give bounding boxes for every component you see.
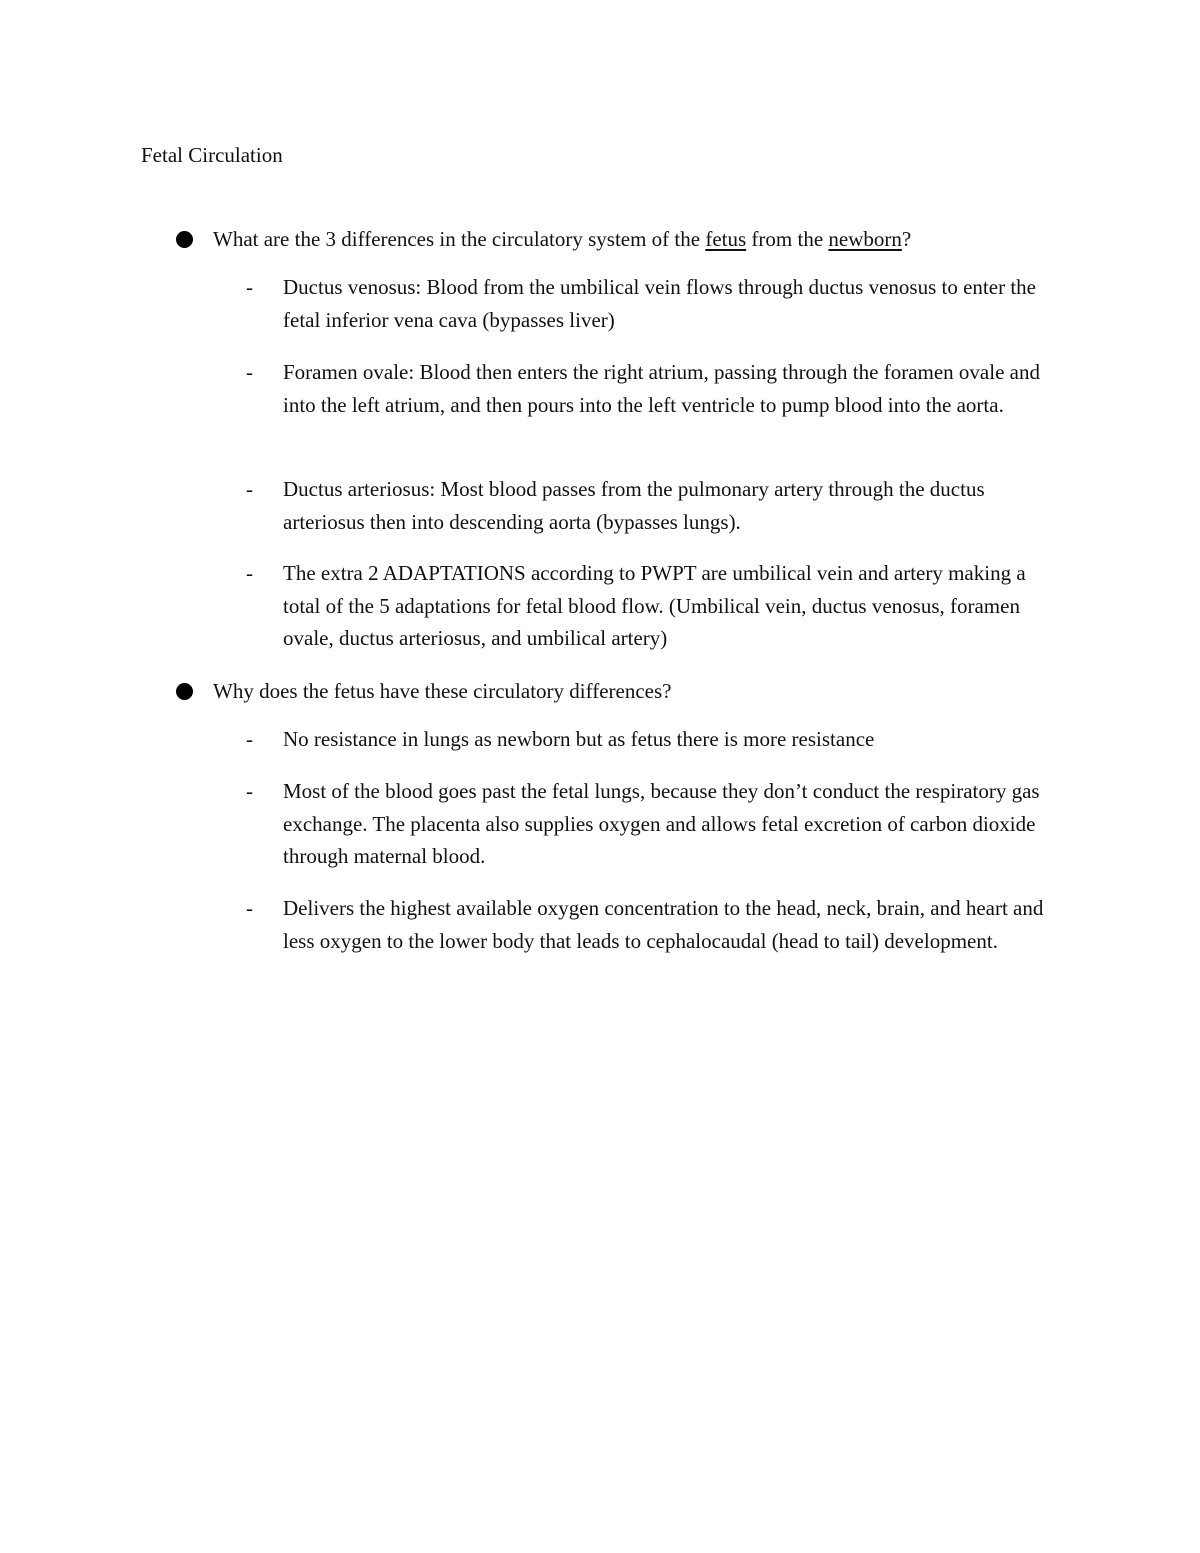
bullet-icon xyxy=(176,231,193,248)
bullet-icon xyxy=(176,683,193,700)
answer-text: No resistance in lungs as newborn but as fetus there is more resistance xyxy=(283,727,875,751)
question-1-prefix: What are the 3 differences in the circulatory system of the xyxy=(213,227,706,251)
dash-marker: - xyxy=(246,896,253,920)
document-title: Fetal Circulation xyxy=(141,143,283,167)
answer-text: Ductus arteriosus: Most blood passes from the pulmonary artery through the ductus arteriosus then into descending aorta (bypasses lungs). xyxy=(283,477,985,534)
dash-marker: - xyxy=(246,727,253,751)
answer-text: Ductus venosus: Blood from the umbilical vein flows through ductus venosus to enter the fetal inferior vena cava (bypasses liver) xyxy=(283,275,1036,332)
answer-text: The extra 2 ADAPTATIONS according to PWPT are umbilical vein and artery making a total of the 5 adaptations for fetal blood flow. (Umbilical vein, ductus venosus, foramen ovale, ductus arteriosus, and umbilical artery) xyxy=(283,561,1026,650)
dash-marker: - xyxy=(246,275,253,299)
underlined-fetus: fetus xyxy=(705,227,747,251)
dash-marker: - xyxy=(246,779,253,803)
question-1-middle: from the xyxy=(746,227,829,251)
answer-text: Foramen ovale: Blood then enters the right atrium, passing through the foramen ovale and into the left atrium, and then pours into the left ventricle to pump blood into the aorta. xyxy=(283,360,1040,417)
answer-text: Most of the blood goes past the fetal lungs, because they don’t conduct the respiratory gas exchange. The placenta also supplies oxygen and allows fetal excretion of carbon dioxide through maternal blood. xyxy=(283,779,1040,868)
question-1-text xyxy=(213,223,911,256)
answer-text: Delivers the highest available oxygen concentration to the head, neck, brain, and heart and less oxygen to the lower body that leads to cephalocaudal (head to tail) development. xyxy=(283,896,1044,953)
question-1-suffix: ? xyxy=(901,227,912,251)
dash-marker: - xyxy=(246,477,253,501)
question-2-text: Why does the fetus have these circulatory differences? xyxy=(213,679,672,703)
underlined-newborn: newborn xyxy=(828,227,902,251)
dash-marker: - xyxy=(246,360,253,384)
dash-marker: - xyxy=(246,561,253,585)
